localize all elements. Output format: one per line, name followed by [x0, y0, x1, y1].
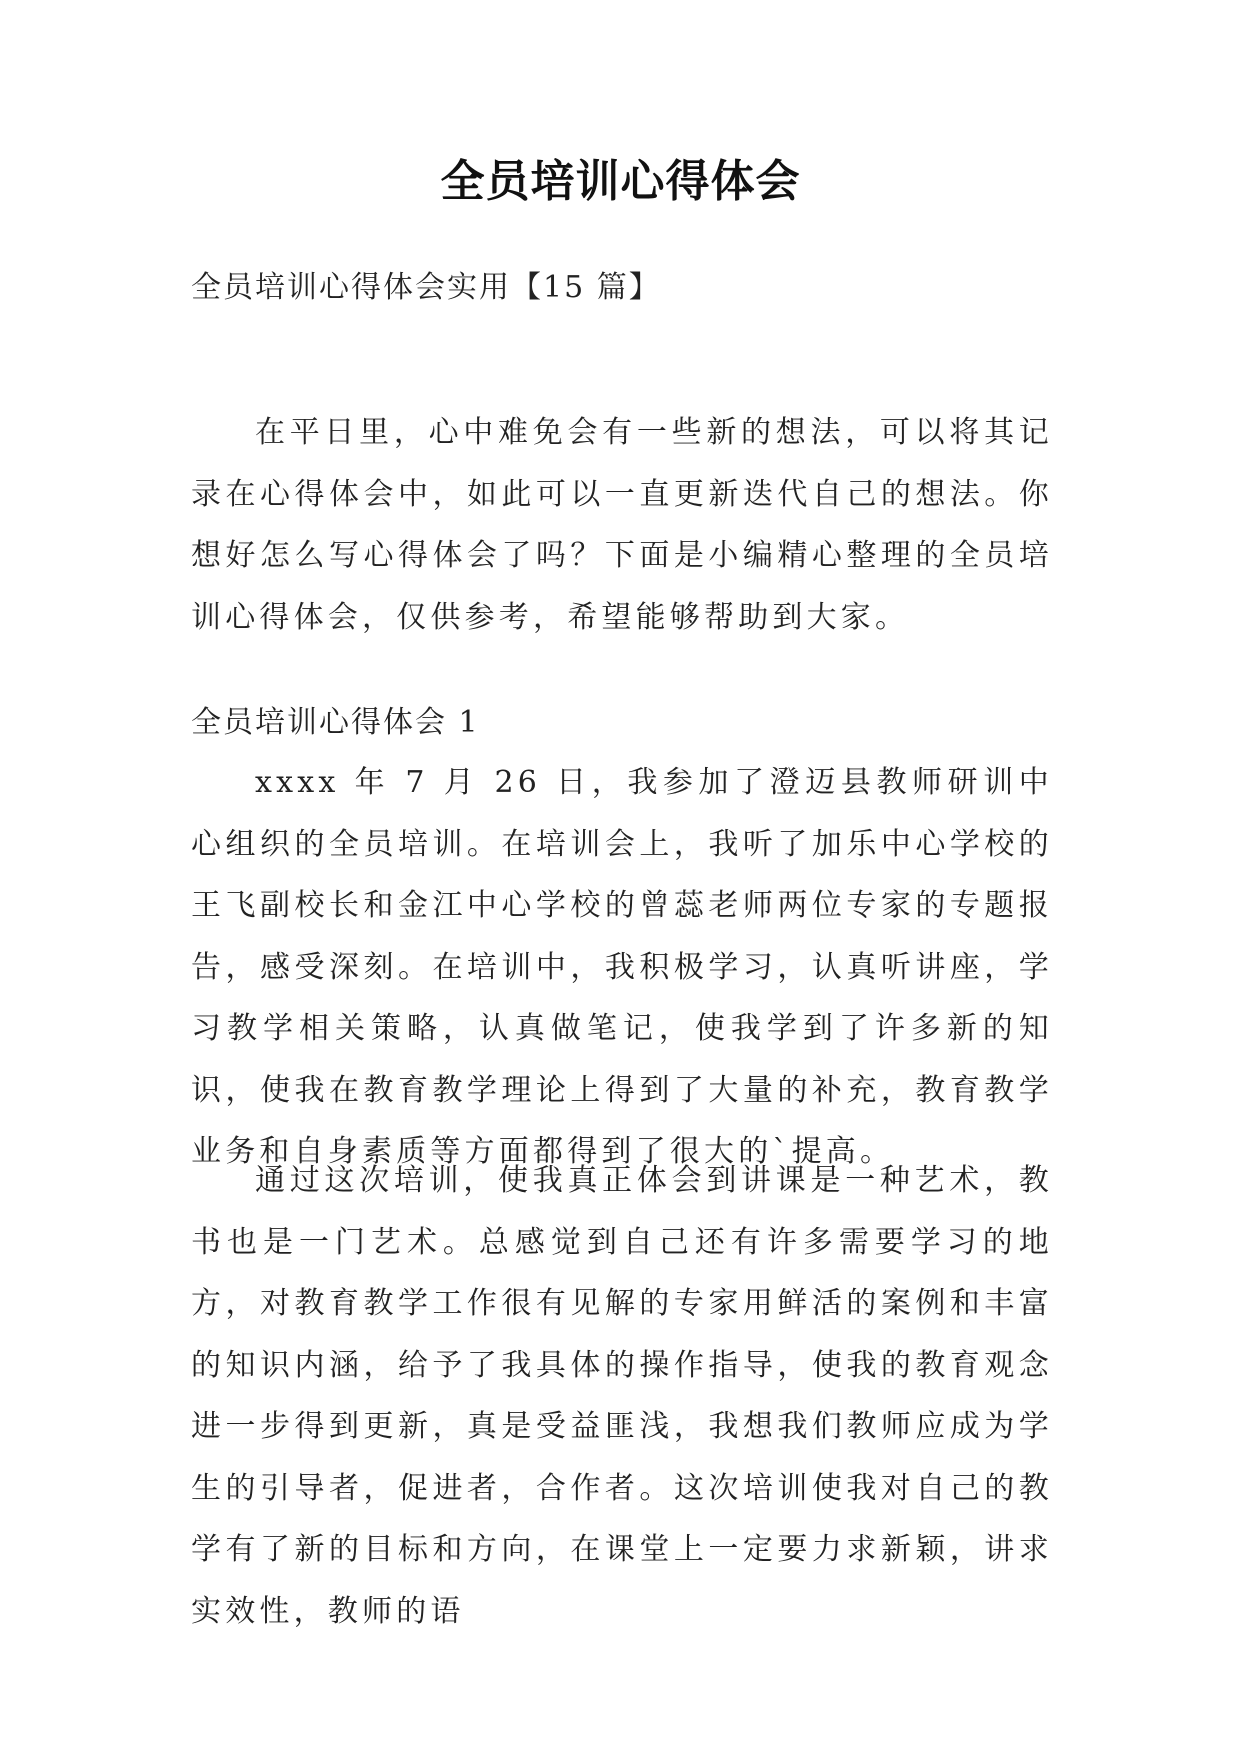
section-heading: 全员培训心得体会 1: [191, 705, 480, 740]
document-title: 全员培训心得体会: [440, 156, 801, 207]
body-paragraph: 通过这次培训，使我真正体会到讲课是一种艺术，教书也是一门艺术。总感觉到自己还有许多需要学习的地方，对教育教学工作很有见解的专家用鲜活的案例和丰富的知识内涵，给予了我具体的操作指导，使我的教育观念进一步得到更新，真是受益匪浅，我想我们教师应成为学生的引导者，促进者，合作者。这次培训使我对自己的教学有了新的目标和方向，在课堂上一定要力求新颖，讲求实效性，教师的语: [191, 1163, 1053, 1629]
body-paragraph: xxxx 年 7 月 26 日，我参加了澄迈县教师研训中心组织的全员培训。在培训会上，我听了加乐中心学校的王飞副校长和金江中心学校的曾蕊老师两位专家的专题报告，感受深刻。在培训中，我积极学习，认真听讲座，学习教学相关策略，认真做笔记，使我学到了许多新的知识，使我在教育教学理论上得到了大量的补充，教育教学业务和自身素质等方面都得到了很大的`提高。: [191, 765, 1053, 1169]
intro-paragraph: 在平日里，心中难免会有一些新的想法，可以将其记录在心得体会中，如此可以一直更新迭代自己的想法。你想好怎么写心得体会了吗？下面是小编精心整理的全员培训心得体会，仅供参考，希望能够帮助到大家。: [191, 415, 1053, 635]
document-subtitle: 全员培训心得体会实用【15 篇】: [191, 270, 661, 305]
